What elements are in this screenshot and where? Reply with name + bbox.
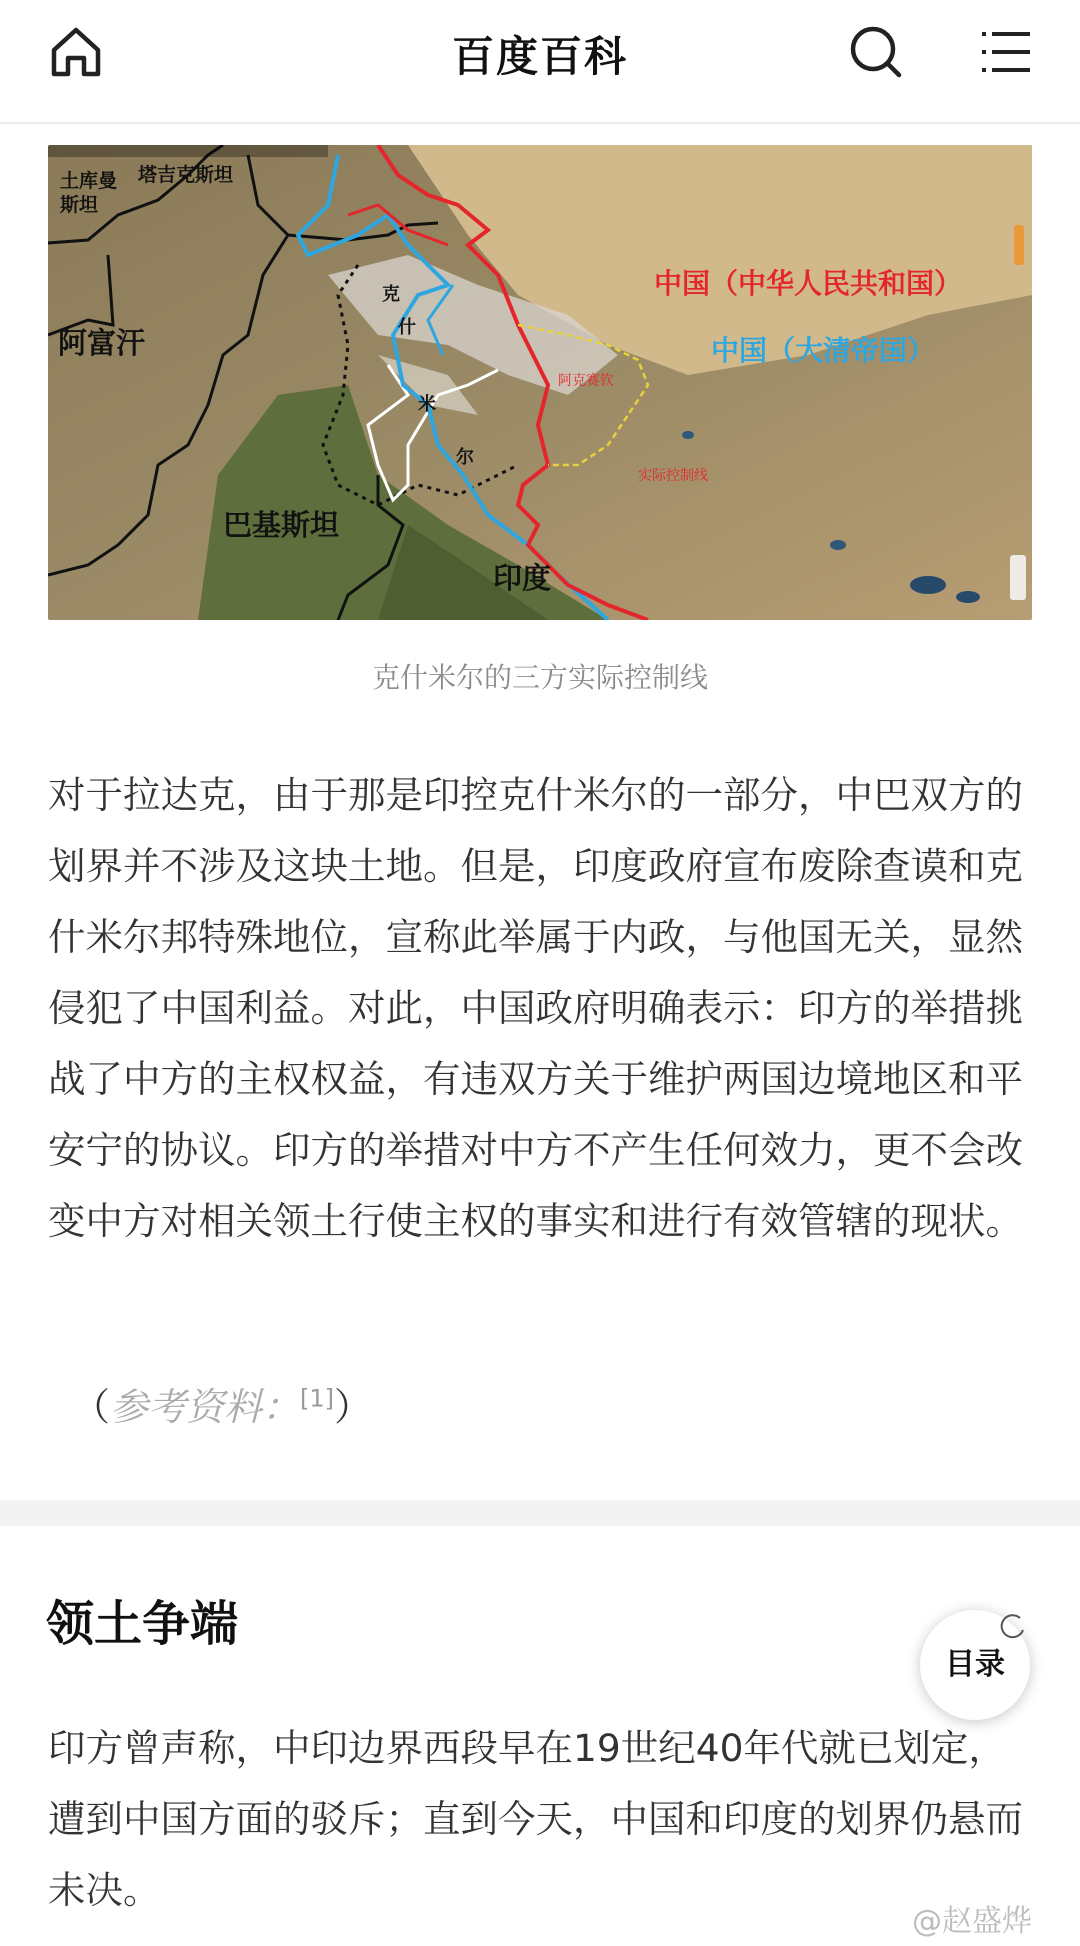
label-india: 印度 bbox=[493, 561, 552, 595]
toc-button[interactable]: 目录 bbox=[920, 1610, 1030, 1720]
label-kashmir-3: 米 bbox=[418, 394, 436, 415]
reference-open-paren: （ bbox=[72, 1385, 111, 1429]
label-tajikistan: 塔吉克斯坦 bbox=[138, 164, 234, 186]
svg-text:阿克赛钦: 阿克赛钦 bbox=[558, 373, 614, 389]
label-kashmir-4: 尔 bbox=[456, 447, 474, 468]
refresh-icon bbox=[996, 1610, 1030, 1644]
kashmir-map-image[interactable] bbox=[48, 145, 1032, 620]
label-afghanistan: 阿富汗 bbox=[58, 326, 146, 360]
section-divider bbox=[0, 1500, 1080, 1526]
reference-link[interactable]: [1] bbox=[300, 1384, 335, 1413]
reference-line bbox=[72, 1376, 372, 1431]
section-title: 领土争端 bbox=[46, 1596, 239, 1652]
figure-caption: 克什米尔的三方实际控制线 bbox=[371, 661, 708, 694]
menu-icon[interactable] bbox=[980, 24, 1036, 80]
label-kashmir-1: 克 bbox=[382, 284, 400, 305]
label-turkmenistan-2: 斯坦 bbox=[60, 194, 99, 216]
label-turkmenistan-1: 土库曼 bbox=[60, 170, 118, 192]
search-icon[interactable] bbox=[848, 24, 904, 80]
label-pakistan: 巴基斯坦 bbox=[223, 508, 340, 542]
article-paragraph-2: 印方曾声称，中印边界西段早在19世纪40年代就已划定，遭到中国方面的驳斥；直到今天，中国和印度的划界仍悬而未决。 bbox=[48, 1726, 1023, 1912]
app-title: 百度百科 bbox=[451, 32, 628, 81]
map-graphic bbox=[48, 145, 1032, 620]
svg-text:实际控制线: 实际控制线 bbox=[638, 468, 708, 484]
weibo-watermark: @赵盛烨 bbox=[912, 1904, 1032, 1939]
label-kashmir-2: 什 bbox=[398, 317, 416, 338]
label-prc: 中国（中华人民共和国） bbox=[654, 267, 963, 300]
top-bar bbox=[0, 0, 1080, 124]
reference-label: 参考资料： bbox=[110, 1385, 301, 1429]
article-paragraph-1: 对于拉达克，由于那是印控克什米尔的一部分，中巴双方的划界并不涉及这块土地。但是，印度政府宣布废除查谟和克什米尔邦特殊地位，宣称此举属于内政，与他国无关，显然侵犯了中国利益。对此，中国政府明确表示：印方的举措挑战了中方的主权权益，有违双方关于维护两国边境地区和平安宁的协议。印方的举措对中方不产生任何效力，更不会改变中方对相关领土行使主权的事实和进行有效管辖的现状。 bbox=[48, 773, 1023, 1243]
label-qing: 中国（大清帝国） bbox=[711, 334, 936, 367]
reference-close-paren: ） bbox=[334, 1385, 373, 1429]
